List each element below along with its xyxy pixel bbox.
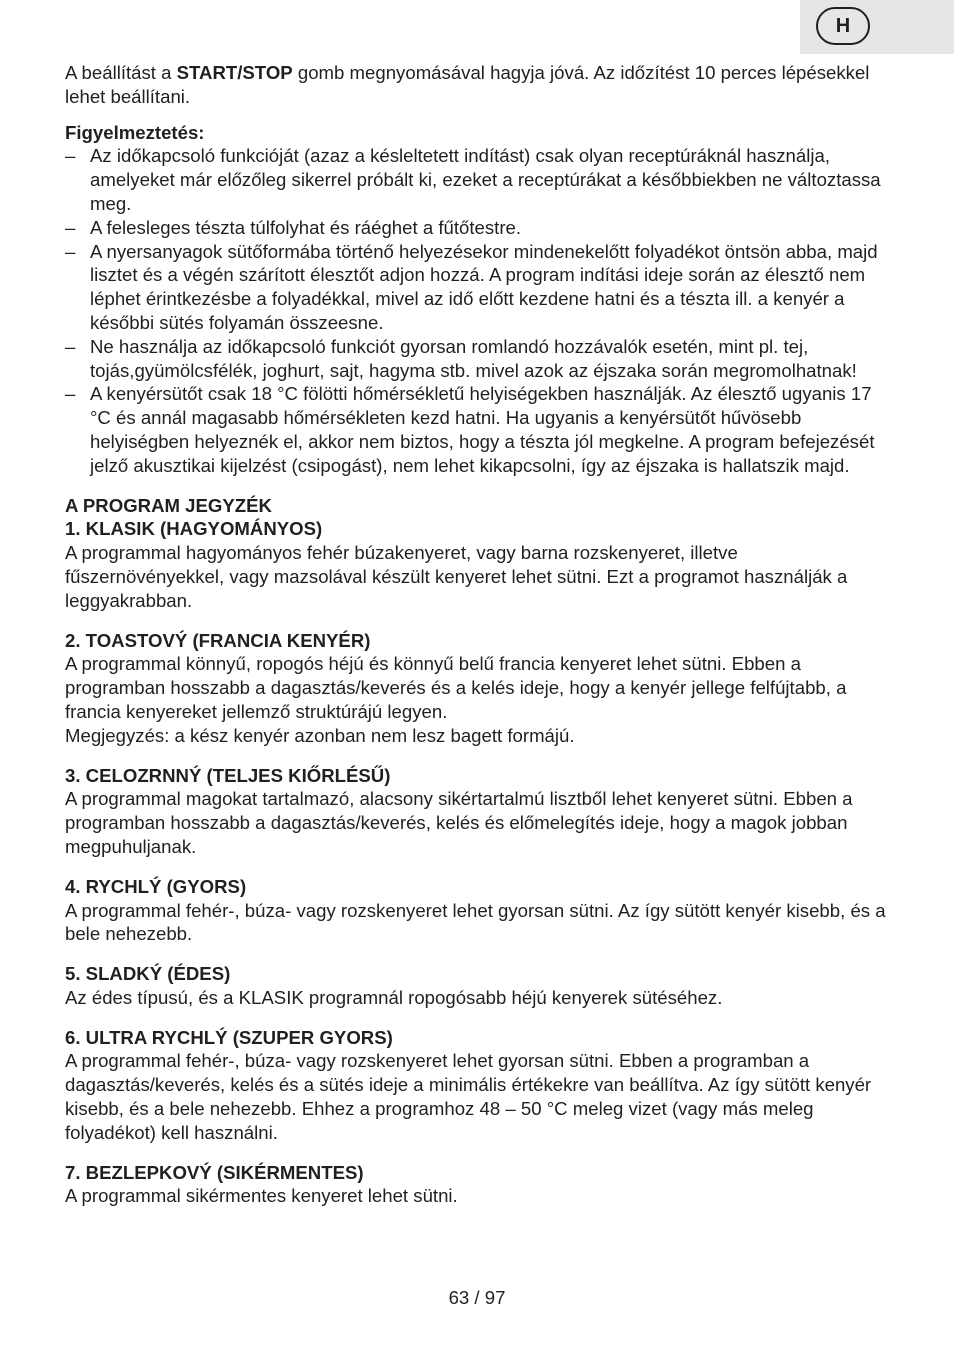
dash-marker: – — [65, 216, 76, 238]
warning-item-text: Ne használja az időkapcsoló funkciót gyorsan romlandó hozzávalók esetén, mint pl. tej, tojás,gyümölcsfélék, joghurt, sajt, hagyma stb. mivel azok az éjszaka során megromolhatnak! — [90, 335, 857, 381]
warning-item — [65, 144, 895, 215]
page-number: 63 / 97 — [448, 1287, 506, 1308]
program-title: 5. SLADKÝ (ÉDES) — [65, 963, 231, 985]
warning-item-text: Az időkapcsoló funkcióját (azaz a késleltetett indítást) csak olyan receptúráknál használja, amelyeket már előzőleg sikerrel próbált ki, ezeket a receptúrákat a későbbiekben ne változtassa meg. — [90, 145, 881, 214]
program-description: A programmal könnyű, ropogós héjú és könnyű belű francia kenyeret lehet sütni. Ebben a programban hosszabb a dagasztás/keverés és a kelés ideje, hogy a kenyér jellege felfújtabb, a francia kenyereket jellemző struktúrájú legyen. — [65, 653, 847, 722]
warning-item — [65, 382, 895, 477]
program-title: 1. KLASIK (HAGYOMÁNYOS) — [65, 518, 323, 540]
start-stop-label: START/STOP — [176, 62, 293, 83]
program-section — [65, 517, 895, 612]
program-list-heading: A PROGRAM JEGYZÉK — [65, 494, 272, 516]
program-title: 3. CELOZRNNÝ (TELJES KIŐRLÉSŰ) — [65, 764, 391, 786]
program-section — [65, 962, 895, 1010]
dash-marker: – — [65, 383, 76, 405]
warning-item-text: A kenyérsütőt csak 18 °C fölötti hőmérsékletű helyiségekben használják. Az élesztő ugyanis 17 °C és annál magasabb hőmérsékleten kezd hatni. Ha ugyanis a kenyérsütőt hűvösebb helyiségben helyeznék el, akkor nem biztos, hogy a tészta jól megkelne. A program befejezését jelző akusztikai kijelzést (csipogást), nem lehet kikapcsolni, így az éjszaka is hallatszik majd. — [90, 383, 875, 476]
intro-text-before: A beállítást a — [65, 62, 177, 83]
warning-item-text: A felesleges tészta túlfolyhat és ráéghet a fűtőtestre. — [90, 216, 522, 238]
program-note: Megjegyzés: a kész kenyér azonban nem lesz bagett formájú. — [65, 724, 575, 746]
program-title: 2. TOASTOVÝ (FRANCIA KENYÉR) — [65, 629, 371, 651]
dash-marker: – — [65, 335, 76, 357]
program-title: 4. RYCHLÝ (GYORS) — [65, 875, 247, 897]
dash-marker: – — [65, 240, 76, 262]
program-section — [65, 1161, 895, 1209]
warning-item — [65, 335, 895, 383]
intro-paragraph — [65, 61, 895, 109]
language-badge: H — [816, 7, 870, 45]
warning-heading: Figyelmeztetés: — [65, 121, 205, 143]
warning-item — [65, 216, 895, 240]
warning-list — [65, 144, 895, 477]
program-title: 6. ULTRA RYCHLÝ (SZUPER GYORS) — [65, 1026, 393, 1048]
program-description: A programmal sikérmentes kenyeret lehet sütni. — [65, 1185, 458, 1207]
program-description: A programmal fehér-, búza- vagy rozskenyeret lehet gyorsan sütni. Az így sütött kenyér kisebb, és a bele nehezebb. — [65, 899, 886, 945]
program-section — [65, 629, 895, 748]
program-description: Az édes típusú, és a KLASIK programnál ropogósabb héjú kenyerek sütéséhez. — [65, 986, 723, 1008]
language-tab — [800, 0, 954, 54]
dash-marker: – — [65, 145, 76, 167]
program-title: 7. BEZLEPKOVÝ (SIKÉRMENTES) — [65, 1161, 364, 1183]
warning-item-text: A nyersanyagok sütőformába történő helyezésekor mindenekelőtt folyadékot öntsön abba, majd lisztet és a végén szárított élesztőt adjon hozzá. A program indítási ideje során az élesztő nem léphet érintkezésbe a folyadékkal, mivel az idő előtt kezdene hatni és a tészta ill. a kenyér a későbbi sütés folyamán összeesne. — [90, 240, 878, 333]
program-section — [65, 875, 895, 946]
warning-item — [65, 240, 895, 335]
program-section — [65, 764, 895, 859]
page-content — [65, 61, 895, 1208]
program-description: A programmal fehér-, búza- vagy rozskenyeret lehet gyorsan sütni. Ebben a programban a dagasztás/keverés, kelés és a sütés ideje a minimális értékekre van beállítva. Az így sütött kenyér kisebb, és a bele nehezebb. Ehhez a programhoz 48 – 50 °C meleg vizet (vagy más meleg folyadékot) kell használni. — [65, 1050, 872, 1143]
program-description: A programmal magokat tartalmazó, alacsony sikértartalmú lisztből lehet kenyeret sütni. Ebben a programban hosszabb a dagasztás/keverés, kelés és előmelegítés ideje, hogy a magok jobban megpuhuljanak. — [65, 788, 853, 857]
program-section — [65, 1026, 895, 1145]
intro-text-after: gomb megnyomásával hagyja jóvá. Az időzítést 10 perces lépésekkel lehet beállítani. — [65, 62, 870, 107]
program-description: A programmal hagyományos fehér búzakenyeret, vagy barna rozskenyeret, illetve fűszernövényekkel, vagy mazsolával készült kenyeret lehet sütni. Ezt a programot használják a leggyakrabban. — [65, 542, 848, 611]
